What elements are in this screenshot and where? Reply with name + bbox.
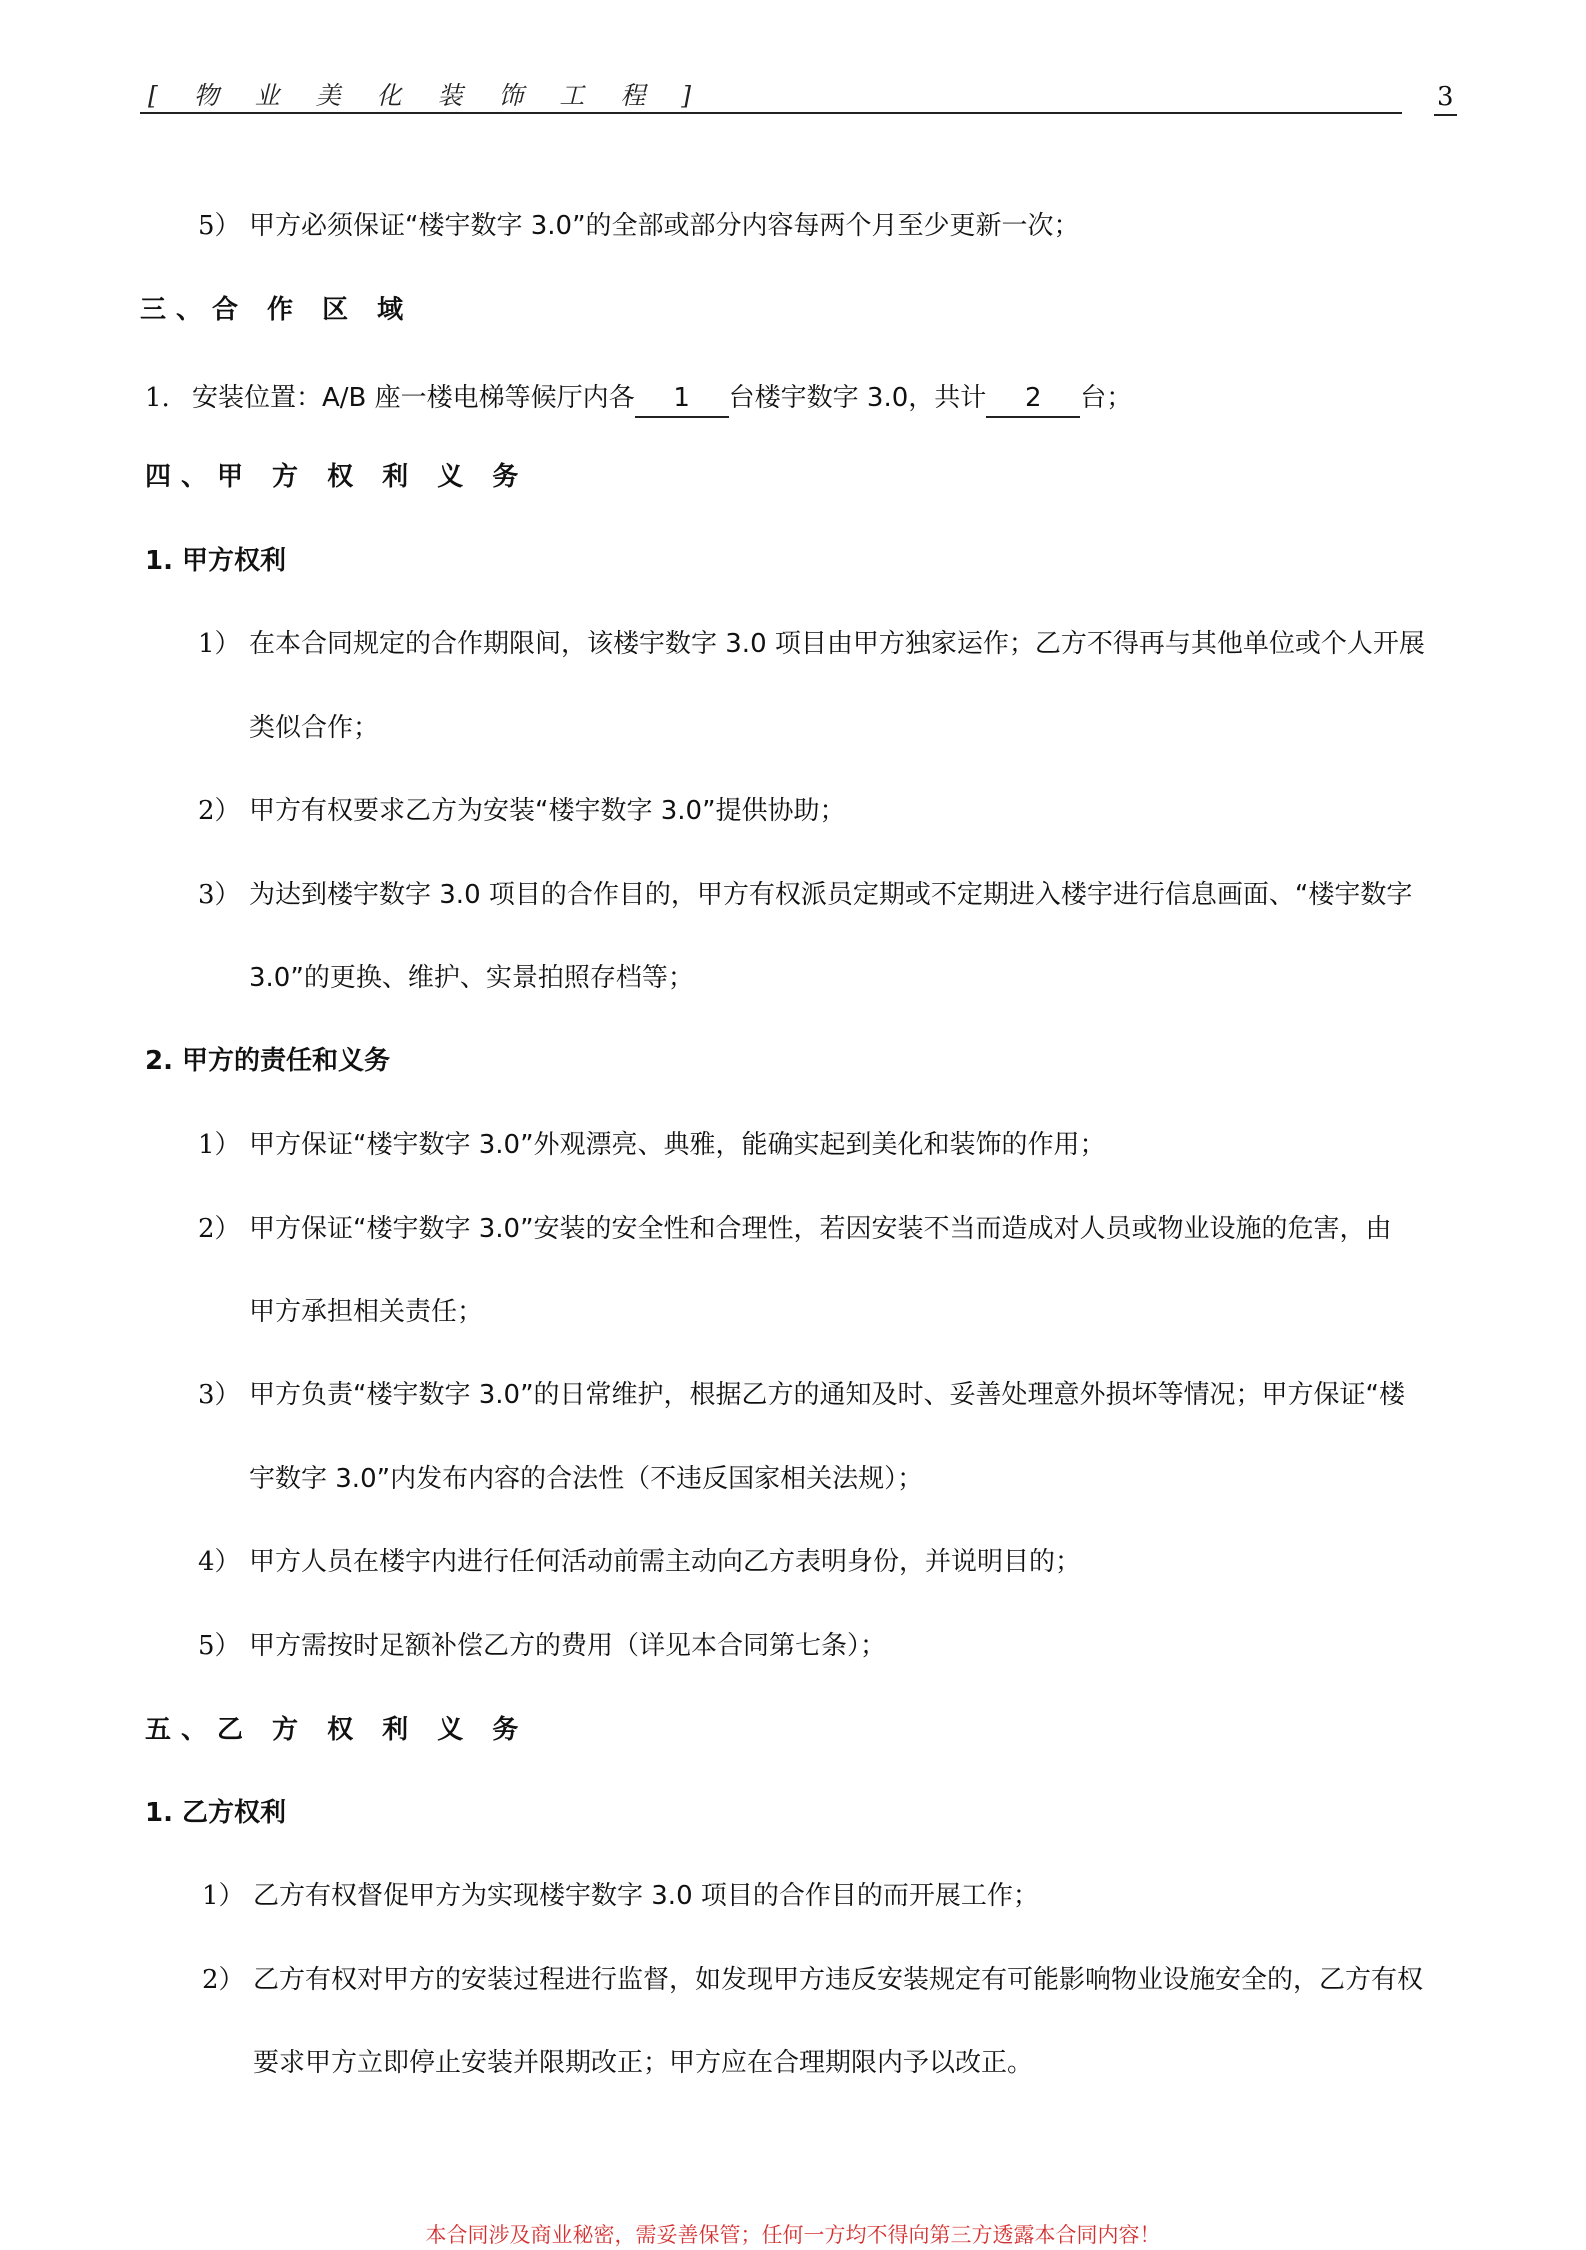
item-text: 甲方负责“楼宇数字 3.0”的日常维护，根据乙方的通知及时、妥善处理意外损坏等情况；甲方保证“楼 — [249, 1380, 1406, 1410]
subsection-title: 2. 甲方的责任和义务 — [145, 1046, 391, 1076]
section-heading: 五、乙 方 权 利 义 务 — [145, 1715, 529, 1745]
item-text-continued: 要求甲方立即停止安装并限期改正；甲方应在合理期限内予以改正。 — [253, 2048, 1034, 2078]
page-number: 3 — [1434, 82, 1457, 116]
header-title: [ 物 业 美 化 装 饰 工 程 ] — [148, 81, 706, 110]
item-number: 5） — [198, 1631, 241, 1661]
item-number: 1） — [198, 629, 241, 659]
subsection-title: 1. 甲方权利 — [145, 546, 287, 576]
item-number: 2） — [198, 1214, 241, 1244]
item-text: 甲方必须保证“楼宇数字 3.0”的全部或部分内容每两个月至少更新一次； — [249, 211, 1080, 241]
install-location-line — [192, 380, 1132, 418]
item-number: 1） — [198, 1130, 241, 1160]
item-text: 甲方保证“楼宇数字 3.0”外观漂亮、典雅，能确实起到美化和装饰的作用； — [249, 1130, 1106, 1160]
subsection-title: 1. 乙方权利 — [145, 1798, 287, 1828]
item-text: 甲方需按时足额补偿乙方的费用（详见本合同第七条）； — [249, 1631, 887, 1661]
item-text-continued: 甲方承担相关责任； — [249, 1297, 484, 1327]
item-text: 甲方保证“楼宇数字 3.0”安装的安全性和合理性，若因安装不当而造成对人员或物业设施的危害，由 — [249, 1214, 1392, 1244]
item-text-continued: 宇数字 3.0”内发布内容的合法性（不违反国家相关法规）； — [249, 1464, 924, 1494]
per-location-count: 1 — [635, 380, 729, 418]
page-header — [140, 76, 1402, 116]
install-location-end: 台； — [1080, 383, 1133, 413]
item-number: 3） — [198, 880, 241, 910]
item-text-continued: 3.0”的更换、维护、实景拍照存档等； — [249, 963, 694, 993]
item-text: 为达到楼宇数字 3.0 项目的合作目的，甲方有权派员定期或不定期进入楼宇进行信息画面、“楼宇数字 — [249, 880, 1413, 910]
install-location-mid: 台楼宇数字 3.0，共计 — [728, 383, 987, 413]
header-rule — [140, 112, 1402, 114]
item-text: 在本合同规定的合作期限间，该楼宇数字 3.0 项目由甲方独家运作；乙方不得再与其他单位或个人开展 — [249, 629, 1425, 659]
confidentiality-notice: 本合同涉及商业秘密，需妥善保管；任何一方均不得向第三方透露本合同内容！ — [425, 2223, 1161, 2247]
install-location-text: 安装位置：A/B 座一楼电梯等候厅内各 — [192, 383, 635, 413]
item-text: 甲方人员在楼宇内进行任何活动前需主动向乙方表明身份，并说明目的； — [249, 1547, 1082, 1577]
item-number: 2） — [202, 1965, 245, 1995]
section-heading: 三、合 作 区 域 — [140, 295, 414, 325]
item-number: 1） — [202, 1881, 245, 1911]
item-text-continued: 类似合作； — [249, 713, 380, 743]
item-text: 乙方有权督促甲方为实现楼宇数字 3.0 项目的合作目的而开展工作； — [253, 1881, 1039, 1911]
item-number: 3） — [198, 1380, 241, 1410]
section-heading: 四、甲 方 权 利 义 务 — [145, 462, 529, 492]
total-count: 2 — [986, 380, 1080, 418]
item-number: 4） — [198, 1547, 241, 1577]
item-text: 乙方有权对甲方的安装过程进行监督，如发现甲方违反安装规定有可能影响物业设施安全的，乙方有权 — [253, 1965, 1424, 1995]
item-number: 1. — [145, 383, 170, 413]
item-number: 5） — [198, 211, 241, 241]
item-text: 甲方有权要求乙方为安装“楼宇数字 3.0”提供协助； — [249, 796, 846, 826]
item-number: 2） — [198, 796, 241, 826]
